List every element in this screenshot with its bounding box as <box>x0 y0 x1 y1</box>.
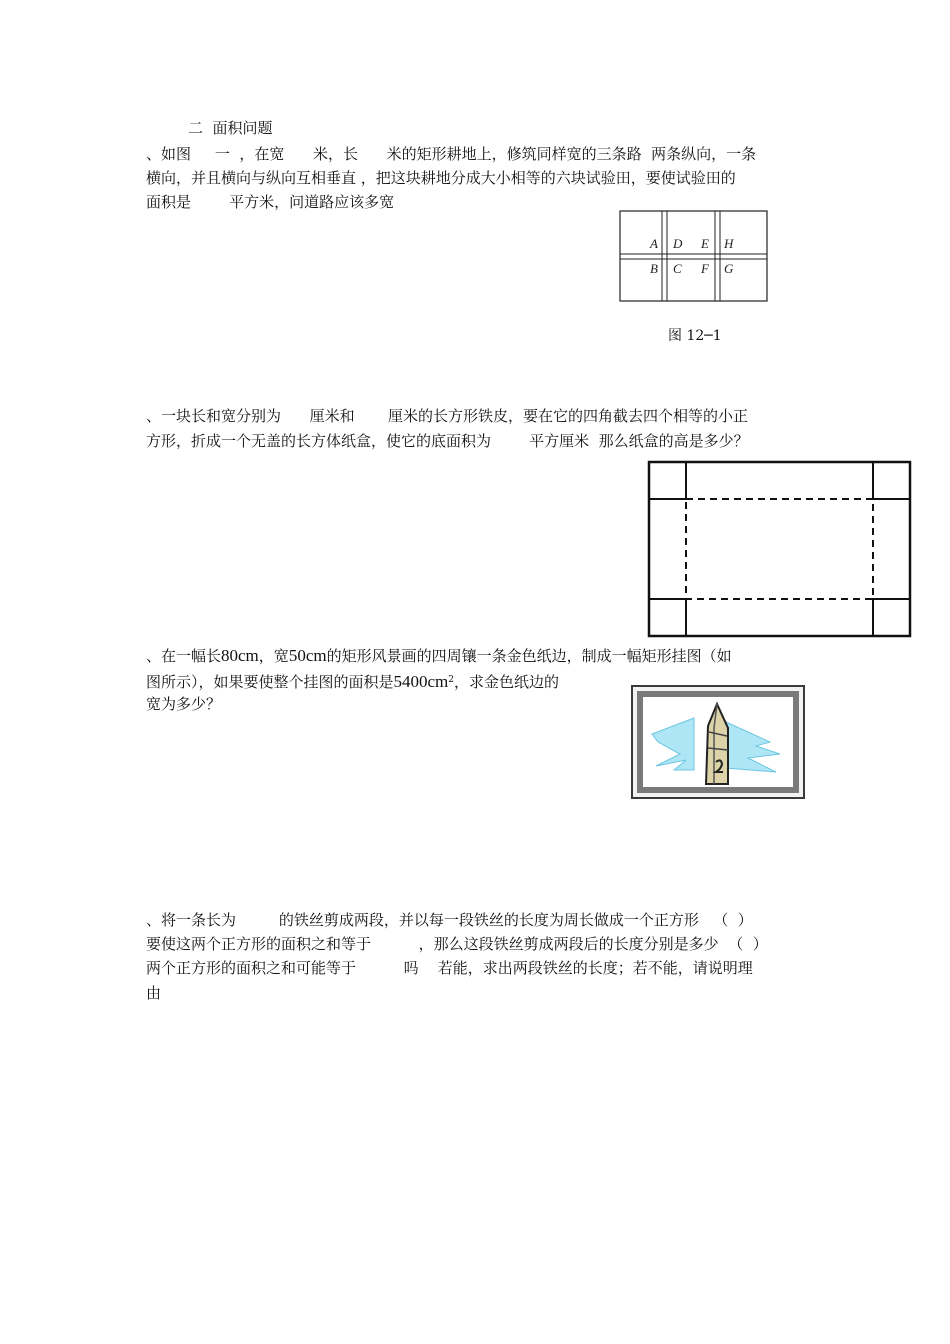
q3-text-e: 的矩形风景画的四周镶一条金色纸边，制成一幅矩形挂图（如 <box>326 647 732 665</box>
q3-line-2 <box>146 670 559 692</box>
q3-text-f: 图所示），如果要使整个挂图的面积是 <box>146 673 394 691</box>
plot-label-b: B <box>650 261 658 276</box>
q4-line-2: 要使这两个正方形的面积之和等于 ，那么这段铁丝剪成两段后的长度分别是多少 （ ） <box>146 935 768 953</box>
q1-line-2: 横向，并且横向与纵向互相垂直 ，把这块耕地分成大小相等的六块试验田，要使试验田的 <box>146 169 736 187</box>
plot-label-c: C <box>673 261 682 276</box>
q3-line-3: 宽为多少？ <box>146 695 222 713</box>
q2-line-2: 方形，折成一个无盖的长方体纸盒，使它的底面积为 平方厘米 那么纸盒的高是多少？ <box>146 432 749 450</box>
plot-label-a: A <box>650 236 658 251</box>
q3-text-g: ，求金色纸边的 <box>454 673 560 691</box>
q3-area: 5400cm <box>393 672 449 691</box>
field-road-figure <box>618 209 770 304</box>
q4-line-1: 、将一条长为 的铁丝剪成两段，并以每一段铁丝的长度为周长做成一个正方形 （ ） <box>146 911 753 929</box>
figure-caption: 图 12─1 <box>668 328 722 344</box>
q4-line-3: 两个正方形的面积之和可能等于 吗 若能，求出两段铁丝的长度；若不能，请说明理 <box>146 959 753 977</box>
box-net-figure <box>647 460 913 638</box>
framed-picture-figure <box>630 684 806 800</box>
q3-area-exponent: 2 <box>448 675 455 685</box>
plot-label-d: D <box>673 236 683 251</box>
plot-label-h: H <box>724 236 734 251</box>
section-title: 二 面积问题 <box>188 119 273 137</box>
q3-width: 50cm <box>288 646 327 665</box>
q4-line-4: 由 <box>146 984 162 1002</box>
q1-line-3: 面积是 平方米，问道路应该多宽 <box>146 193 395 211</box>
q2-line-1: 、一块长和宽分别为 厘米和 厘米的长方形铁皮，要在它的四角截去四个相等的小正 <box>146 407 748 425</box>
q3-line-1 <box>146 646 732 666</box>
q1-line-1: 、如图 一 ，在宽 米，长 米的矩形耕地上，修筑同样宽的三条路 两条纵向，一条 <box>146 145 757 163</box>
plot-label-f: F <box>701 261 709 276</box>
plot-label-e: E <box>701 236 709 251</box>
q3-text-c: ，宽 <box>258 647 289 665</box>
q3-length: 80cm <box>221 646 259 665</box>
plot-label-g: G <box>724 261 734 276</box>
q3-text-a: 、在一幅长 <box>146 647 222 665</box>
